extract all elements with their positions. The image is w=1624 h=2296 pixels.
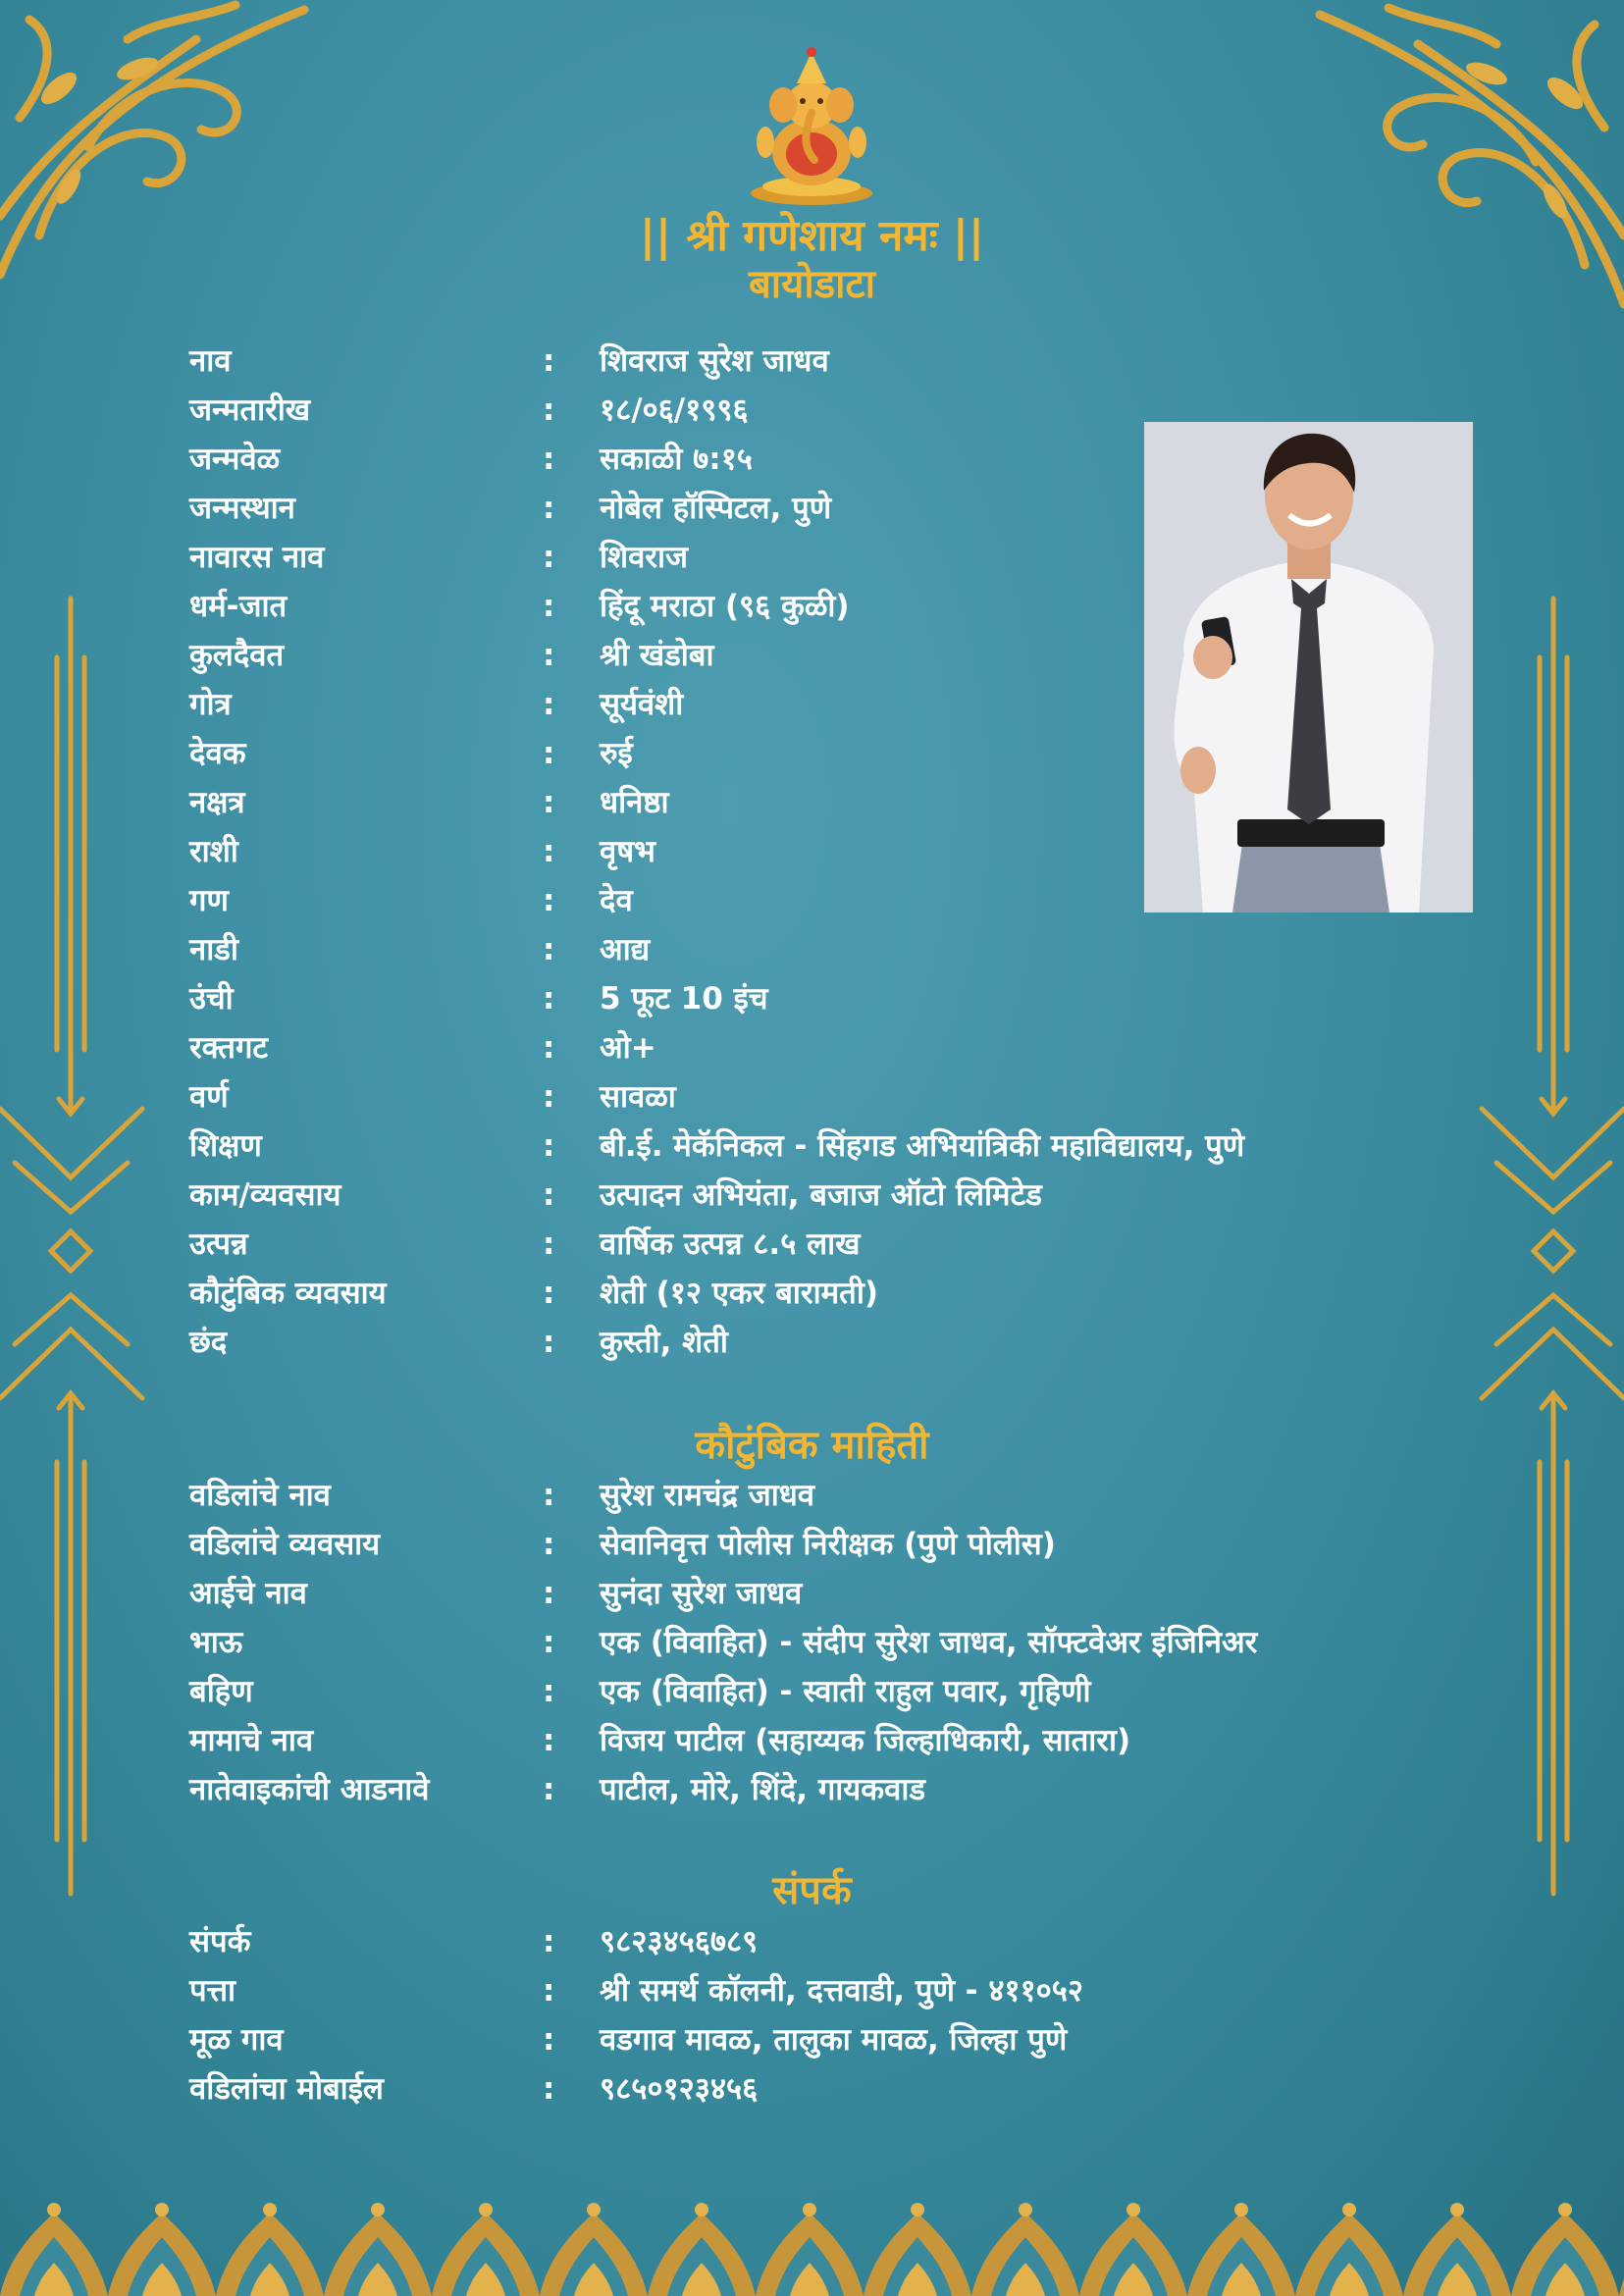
detail-value: उत्पादन अभियंता, बजाज ऑटो लिमिटेड xyxy=(600,1177,1042,1213)
detail-value: रुई xyxy=(600,736,633,771)
detail-value: विजय पाटील (सहाय्यक जिल्हाधिकारी, सातारा) xyxy=(600,1723,1131,1758)
separator: : xyxy=(543,1772,555,1807)
detail-value: कुस्ती, शेती xyxy=(600,1325,728,1360)
separator: : xyxy=(543,1276,555,1311)
detail-value: सूर्यवंशी xyxy=(600,687,684,722)
separator: : xyxy=(543,1973,555,2009)
contact-heading: संपर्क xyxy=(772,1868,852,1913)
separator: : xyxy=(543,1576,555,1611)
detail-label: वडिलांचे नाव xyxy=(189,1478,331,1513)
detail-value: ९८५०१२३४५६ xyxy=(600,2071,759,2107)
separator: : xyxy=(543,1226,555,1262)
separator: : xyxy=(543,736,555,771)
detail-value: एक (विवाहित) - स्वाती राहुल पवार, गृहिणी xyxy=(600,1674,1091,1709)
detail-label: नावारस नाव xyxy=(189,540,325,575)
detail-label: बहिण xyxy=(189,1674,253,1709)
separator: : xyxy=(543,442,555,477)
detail-label: संपर्क xyxy=(189,1924,251,1959)
ganesha-icon xyxy=(746,44,878,206)
detail-label: आईचे नाव xyxy=(189,1576,307,1611)
separator: : xyxy=(543,1625,555,1660)
detail-value: हिंदू मराठा (९६ कुळी) xyxy=(600,589,850,624)
detail-value: ९८२३४५६७८९ xyxy=(600,1924,759,1959)
detail-label: शिक्षण xyxy=(189,1128,262,1164)
detail-value: देव xyxy=(600,883,633,918)
side-arrow-ornament-left xyxy=(0,589,147,1904)
bottom-ornamental-border xyxy=(0,2198,1624,2296)
detail-value: सेवानिवृत्त पोलीस निरीक्षक (पुणे पोलीस) xyxy=(600,1527,1056,1562)
detail-label: काम/व्यवसाय xyxy=(189,1177,341,1213)
detail-value: धनिष्ठा xyxy=(600,785,669,820)
separator: : xyxy=(543,1325,555,1360)
detail-label: उंची xyxy=(189,981,234,1017)
separator: : xyxy=(543,392,555,428)
family-info-heading: कौटुंबिक माहिती xyxy=(695,1423,929,1468)
separator: : xyxy=(543,1674,555,1709)
invocation-heading: || श्री गणेशाय नमः || xyxy=(639,211,985,261)
detail-value: वृषभ xyxy=(600,834,655,869)
detail-label: राशी xyxy=(189,834,238,869)
separator: : xyxy=(543,785,555,820)
detail-label: रक्तगट xyxy=(189,1030,269,1066)
detail-value: सकाळी ७:१५ xyxy=(600,442,753,477)
detail-value: वार्षिक उत्पन्न ८.५ लाख xyxy=(600,1226,861,1262)
separator: : xyxy=(543,638,555,673)
separator: : xyxy=(543,540,555,575)
separator: : xyxy=(543,1030,555,1066)
page-title: बायोडाटा xyxy=(748,262,876,307)
separator: : xyxy=(543,343,555,379)
separator: : xyxy=(543,932,555,967)
detail-label: देवक xyxy=(189,736,246,771)
detail-label: धर्म-जात xyxy=(189,589,288,624)
detail-label: मूळ गाव xyxy=(189,2022,284,2058)
detail-label: जन्मस्थान xyxy=(189,491,295,526)
separator: : xyxy=(543,1478,555,1513)
detail-label: वडिलांचे व्यवसाय xyxy=(189,1527,381,1562)
detail-label: नक्षत्र xyxy=(189,785,245,820)
separator: : xyxy=(543,687,555,722)
detail-value: एक (विवाहित) - संदीप सुरेश जाधव, सॉफ्टवेअर इंजिनिअर xyxy=(600,1625,1258,1660)
detail-label: वडिलांचा मोबाईल xyxy=(189,2071,384,2107)
detail-value: नोबेल हॉस्पिटल, पुणे xyxy=(600,491,832,526)
separator: : xyxy=(543,834,555,869)
detail-value: सावळा xyxy=(600,1079,676,1115)
detail-label: भाऊ xyxy=(189,1625,243,1660)
separator: : xyxy=(543,1723,555,1758)
detail-label: मामाचे नाव xyxy=(189,1723,314,1758)
separator: : xyxy=(543,589,555,624)
detail-value: शेती (१२ एकर बारामती) xyxy=(600,1276,879,1311)
separator: : xyxy=(543,1079,555,1115)
detail-label: गोत्र xyxy=(189,687,232,722)
detail-label: नातेवाइकांची आडनावे xyxy=(189,1772,430,1807)
separator: : xyxy=(543,1177,555,1213)
detail-value: शिवराज xyxy=(600,540,689,575)
separator: : xyxy=(543,1527,555,1562)
separator: : xyxy=(543,981,555,1017)
detail-value: 5 फूट 10 इंच xyxy=(600,981,768,1017)
separator: : xyxy=(543,491,555,526)
separator: : xyxy=(543,1128,555,1164)
detail-value: बी.ई. मेकॅनिकल - सिंहगड अभियांत्रिकी महाविद्यालय, पुणे xyxy=(600,1128,1245,1164)
detail-value: सुनंदा सुरेश जाधव xyxy=(600,1576,803,1611)
detail-value: वडगाव मावळ, तालुका मावळ, जिल्हा पुणे xyxy=(600,2022,1068,2058)
detail-label: कुलदैवत xyxy=(189,638,285,673)
separator: : xyxy=(543,2071,555,2107)
separator: : xyxy=(543,1924,555,1959)
detail-label: छंद xyxy=(189,1325,228,1360)
detail-value: सुरेश रामचंद्र जाधव xyxy=(600,1478,815,1513)
detail-value: ओ+ xyxy=(600,1030,656,1066)
person-illustration xyxy=(1144,422,1473,913)
detail-label: गण xyxy=(189,883,229,918)
detail-label: उत्पन्न xyxy=(189,1226,248,1262)
detail-label: जन्मतारीख xyxy=(189,392,311,428)
profile-photo xyxy=(1144,422,1473,913)
detail-value: श्री समर्थ कॉलनी, दत्तवाडी, पुणे - ४११०५२ xyxy=(600,1973,1084,2009)
detail-label: वर्ण xyxy=(189,1079,229,1115)
detail-label: जन्मवेळ xyxy=(189,442,281,477)
detail-value: पाटील, मोरे, शिंदे, गायकवाड xyxy=(600,1772,925,1807)
detail-value: १८/०६/१९९६ xyxy=(600,392,749,428)
separator: : xyxy=(543,2022,555,2058)
detail-value: श्री खंडोबा xyxy=(600,638,714,673)
detail-label: नाडी xyxy=(189,932,238,967)
separator: : xyxy=(543,883,555,918)
side-arrow-ornament-right xyxy=(1477,589,1624,1904)
detail-value: शिवराज सुरेश जाधव xyxy=(600,343,829,379)
detail-label: नाव xyxy=(189,343,232,379)
detail-value: आद्य xyxy=(600,932,651,967)
detail-label: कौटुंबिक व्यवसाय xyxy=(189,1276,387,1311)
detail-label: पत्ता xyxy=(189,1973,236,2009)
